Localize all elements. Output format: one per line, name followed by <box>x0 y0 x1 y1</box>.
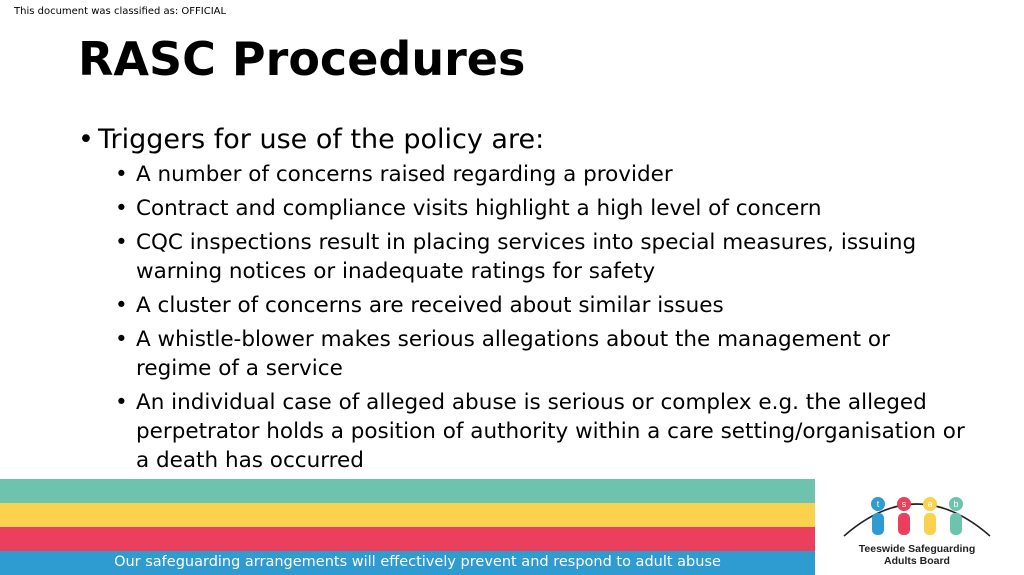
logo-line1: Teeswide Safeguarding <box>858 543 976 555</box>
sub-bullet-whistleblower: • A whistle-blower makes serious allegations about the management or regime of a service <box>78 325 968 383</box>
svg-text:t: t <box>876 499 880 509</box>
figure-s-icon <box>897 497 911 535</box>
figure-t-icon <box>871 497 885 535</box>
sub-bullet-individual-case: • An individual case of alleged abuse is serious or complex e.g. the alleged perpetrator holds a position of authority within a care setting/organisation or a death has occurred <box>78 388 968 475</box>
figure-b-icon <box>949 497 963 535</box>
footer-stripes <box>0 479 815 575</box>
umbrella-arc-icon <box>844 504 990 536</box>
classification-label: This document was classified as: OFFICIAL <box>14 6 227 17</box>
bullet-list <box>78 122 968 480</box>
sub-bullet-container <box>78 160 968 475</box>
stripe-blue <box>0 551 815 575</box>
svg-text:a: a <box>927 499 933 509</box>
stripe-yellow <box>0 503 815 527</box>
svg-text:b: b <box>953 499 959 509</box>
sub-bullet-cqc: • CQC inspections result in placing services into special measures, issuing warning notices or inadequate ratings for safety <box>78 228 968 286</box>
svg-text:s: s <box>901 499 907 509</box>
figure-a-icon <box>923 497 937 535</box>
sub-bullet-cluster: • A cluster of concerns are received about similar issues <box>78 291 968 320</box>
main-bullet <box>78 122 968 158</box>
footer-text: Our safeguarding arrangements will effectively prevent and respond to adult abuse <box>114 554 721 570</box>
stripe-red <box>0 527 815 551</box>
stripe-green <box>0 479 815 503</box>
main-bullet-text: Triggers for use of the policy are: <box>98 124 545 155</box>
sub-bullet-concerns: • A number of concerns raised regarding a provider <box>78 160 968 189</box>
slide-title: RASC Procedures <box>78 32 526 86</box>
sub-bullet-list <box>78 160 968 475</box>
tsab-logo <box>838 486 996 570</box>
logo-line2: Adults Board <box>884 555 950 567</box>
sub-bullet-contract: • Contract and compliance visits highlight a high level of concern <box>78 194 968 223</box>
